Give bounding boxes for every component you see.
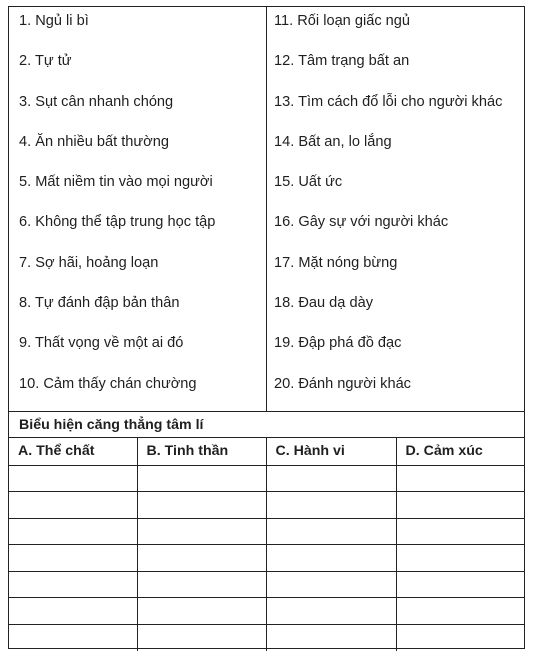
answer-cell[interactable]: [396, 518, 524, 545]
answer-row: [9, 545, 524, 572]
symptom-item-17: 17. Mặt nóng bừng: [274, 254, 398, 271]
column-header-behavior: C. Hành vi: [266, 438, 396, 465]
answer-cell[interactable]: [9, 545, 137, 572]
answer-row: [9, 625, 524, 652]
symptom-item-15: 15. Uất ức: [274, 174, 343, 191]
answer-cell[interactable]: [137, 492, 266, 519]
answer-cell[interactable]: [137, 465, 266, 492]
answer-row: [9, 598, 524, 625]
answer-cell[interactable]: [137, 545, 266, 572]
symptom-item-3: 3. Sụt cân nhanh chóng: [19, 93, 174, 110]
answer-cell[interactable]: [9, 465, 137, 492]
symptom-item-7: 7. Sợ hãi, hoảng loạn: [19, 254, 159, 271]
answer-cell[interactable]: [396, 492, 524, 519]
symptom-list: [9, 7, 524, 412]
symptom-item-12: 12. Tâm trạng bất an: [274, 53, 410, 70]
answer-cell[interactable]: [266, 571, 396, 598]
classification-caption: Biểu hiện căng thẳng tâm lí: [9, 412, 524, 438]
column-header-physical: A. Thể chất: [9, 438, 137, 465]
answer-cell[interactable]: [266, 492, 396, 519]
symptom-item-19: 19. Đập phá đồ đạc: [274, 335, 402, 352]
column-header-emotion: D. Cảm xúc: [396, 438, 524, 465]
symptom-item-6: 6. Không thể tập trung học tập: [19, 214, 216, 231]
symptom-column-left: [9, 7, 267, 411]
answer-cell[interactable]: [396, 598, 524, 625]
answer-cell[interactable]: [266, 625, 396, 652]
symptom-item-13: 13. Tìm cách đổ lỗi cho người khác: [274, 93, 503, 110]
symptom-column-right: [267, 7, 524, 411]
answer-cell[interactable]: [9, 518, 137, 545]
answer-cell[interactable]: [266, 465, 396, 492]
symptom-item-10: 10. Cảm thấy chán chường: [19, 375, 197, 392]
answer-cell[interactable]: [266, 598, 396, 625]
symptom-item-2: 2. Tự tử: [19, 53, 72, 70]
symptom-item-11: 11. Rối loạn giấc ngủ: [274, 13, 411, 29]
answer-cell[interactable]: [396, 545, 524, 572]
answer-cell[interactable]: [266, 545, 396, 572]
answer-cell[interactable]: [9, 492, 137, 519]
answer-cell[interactable]: [9, 571, 137, 598]
symptom-item-16: 16. Gây sự với người khác: [274, 214, 449, 231]
answer-cell[interactable]: [137, 518, 266, 545]
answer-cell[interactable]: [137, 598, 266, 625]
symptom-item-14: 14. Bất an, lo lắng: [274, 133, 392, 150]
answer-cell[interactable]: [9, 598, 137, 625]
column-header-mental: B. Tinh thần: [137, 438, 266, 465]
worksheet-table: [8, 6, 525, 649]
answer-row: [9, 571, 524, 598]
symptom-item-20: 20. Đánh người khác: [274, 375, 411, 392]
answer-cell[interactable]: [396, 625, 524, 652]
answer-cell[interactable]: [137, 625, 266, 652]
symptom-item-9: 9. Thất vọng về một ai đó: [19, 335, 184, 352]
answer-row: [9, 492, 524, 519]
answer-row: [9, 518, 524, 545]
answer-cell[interactable]: [137, 571, 266, 598]
classification-header-row: [9, 438, 524, 465]
symptom-item-18: 18. Đau dạ dày: [274, 295, 373, 312]
answer-cell[interactable]: [266, 518, 396, 545]
answer-cell[interactable]: [396, 465, 524, 492]
symptom-item-1: 1. Ngủ li bì: [19, 13, 89, 29]
answer-row: [9, 465, 524, 492]
classification-grid: [9, 438, 524, 651]
symptom-item-4: 4. Ăn nhiều bất thường: [19, 133, 169, 150]
answer-cell[interactable]: [396, 571, 524, 598]
symptom-item-5: 5. Mất niềm tin vào mọi người: [19, 174, 213, 191]
symptom-item-8: 8. Tự đánh đập bản thân: [19, 295, 180, 312]
answer-cell[interactable]: [9, 625, 137, 652]
